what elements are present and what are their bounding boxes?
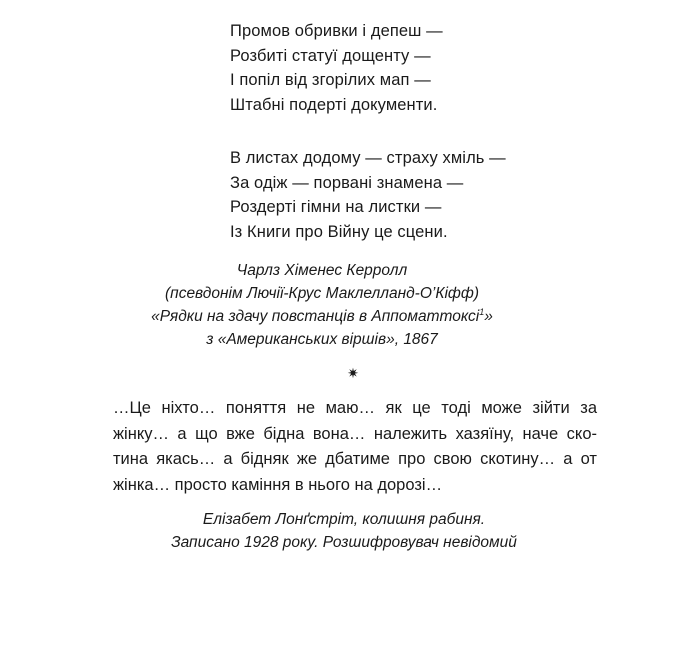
attribution-source: з «Американських віршів», 1867	[206, 331, 438, 348]
quote-line: тина якась… а бідняк же дбатиме про свою скотину… а от	[113, 450, 597, 468]
poem-line: За одіж — порвані знамена —	[230, 173, 464, 192]
asterism-separator-icon: ✷	[347, 365, 359, 381]
quote-paragraph	[113, 396, 597, 498]
attribution-work-close: »	[484, 308, 493, 325]
quote-line: жінка… просто каміння в нього на дорозі…	[113, 475, 443, 494]
attribution-work	[0, 305, 660, 328]
quote-line: …Це ніхто… поняття не маю… як це тоді може зійти за	[113, 399, 597, 417]
poem-stanza-1	[230, 19, 443, 117]
poem-line: Із Книги про Війну це сцени.	[230, 222, 448, 241]
footnote-marker[interactable]: 1	[479, 306, 485, 317]
quote-attribution-line-1: Елізабет Лонґстріт, колишня рабиня.	[202, 511, 486, 528]
poem-line: Роздерті гімни на листки —	[230, 198, 442, 216]
attribution-work-title: «Рядки на здачу повстанців в Аппоматтоксі	[151, 308, 480, 325]
poem-line: В листах додому — страху хміль —	[230, 149, 506, 167]
quote-attribution	[6, 508, 676, 554]
poem-line: Промов обривки і депеш —	[230, 22, 443, 40]
quote-attribution-line-2: Записано 1928 року. Розшифровувач невідомий	[171, 534, 517, 551]
poem-attribution	[0, 259, 660, 351]
poem-line: Штабні подерті документи.	[230, 95, 438, 114]
quote-line: жінку… а що вже бідна вона… належить хазяїну, наче ско-	[113, 424, 597, 443]
poem-line: Розбиті статуї дощенту —	[230, 46, 431, 65]
attribution-author: Чарлз Хіменес Керролл	[236, 262, 408, 279]
poem-line: І попіл від згорілих мап —	[230, 71, 431, 89]
attribution-pseudonym: (псевдонім Лючії-Крус Маклелланд-О’Кіфф)	[165, 285, 479, 302]
poem-stanza-2	[230, 146, 506, 244]
